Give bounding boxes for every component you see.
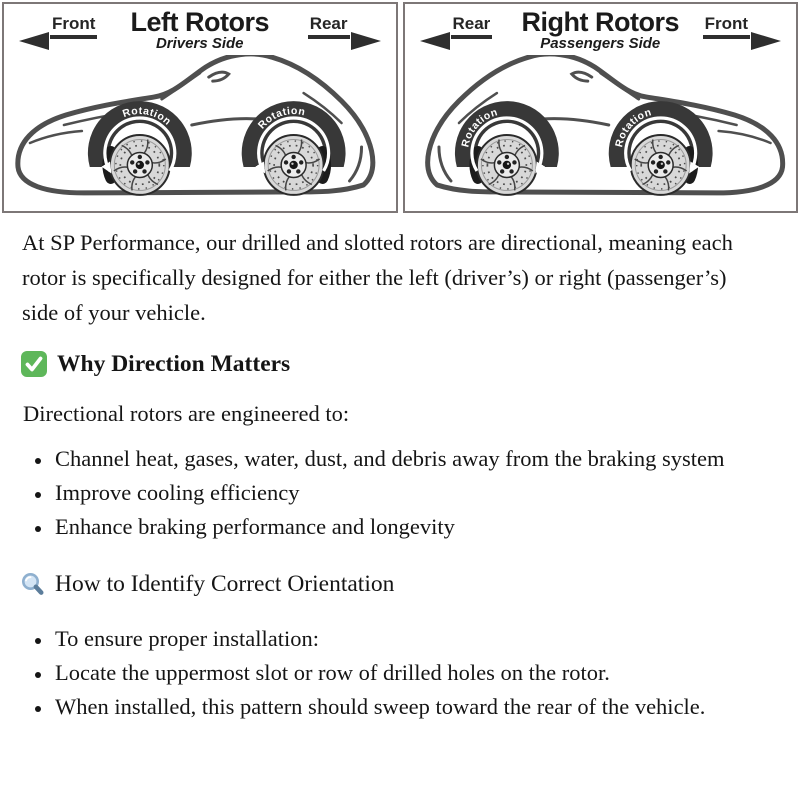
benefits-list [0,442,728,544]
front-label: Front [50,14,97,39]
list-item: • Improve cooling efficiency [53,476,728,510]
list-item: • Channel heat, gases, water, dust, and debris away from the braking system [53,442,728,476]
rotation-label: Rotation [256,105,307,132]
section-heading-identify-orientation [20,571,760,598]
front-label: Front [703,14,750,39]
arrow-left-icon [420,32,450,50]
front-direction-label [50,14,97,39]
panel-title: Left Rotors [130,7,269,37]
rotor-direction-diagram [0,0,800,213]
front-direction-label [703,14,750,39]
heading-text: How to Identify Correct Orientation [55,571,395,597]
rotation-label: Rotation [459,107,499,149]
rear-direction-label [308,14,350,39]
list-item: • Enhance braking performance and longevity [53,510,728,544]
arrow-left-icon [19,32,49,50]
section-heading-why-direction-matters [20,350,760,378]
rear-label: Rear [451,14,493,39]
car-illustration-left [4,55,396,213]
list-item: • To ensure proper installation: [53,622,728,656]
car-illustration-right [405,55,797,213]
magnifier-icon [20,572,46,598]
right-rotors-panel [403,2,799,213]
right-panel-header [405,4,797,55]
panel-subtitle: Passengers Side [540,35,661,52]
rear-direction-label [451,14,493,39]
rotation-label: Rotation [613,107,653,149]
panel-subtitle: Drivers Side [155,35,244,52]
heading-text: Why Direction Matters [57,350,291,377]
arrow-right-icon [751,32,781,50]
article-body [0,225,760,724]
intro-paragraph: At SP Performance, our drilled and slotted rotors are directional, meaning each rotor is specifically designed for either the left (driver’s) or right (passenger’s) side of your vehicle. [22,230,733,325]
arrow-right-icon [351,32,381,50]
rear-label: Rear [308,14,350,39]
installation-steps-list [0,622,728,724]
rotation-label: Rotation [121,105,173,128]
left-panel-header [4,4,396,55]
left-rotors-panel [2,2,398,213]
car-side-art [18,55,373,195]
check-icon [20,350,48,378]
list-item: • Locate the uppermost slot or row of drilled holes on the rotor. [53,656,728,690]
panel-title: Right Rotors [521,7,679,37]
section-lead: Directional rotors are engineered to: [23,401,350,426]
list-item: • When installed, this pattern should sweep toward the rear of the vehicle. [53,690,728,724]
